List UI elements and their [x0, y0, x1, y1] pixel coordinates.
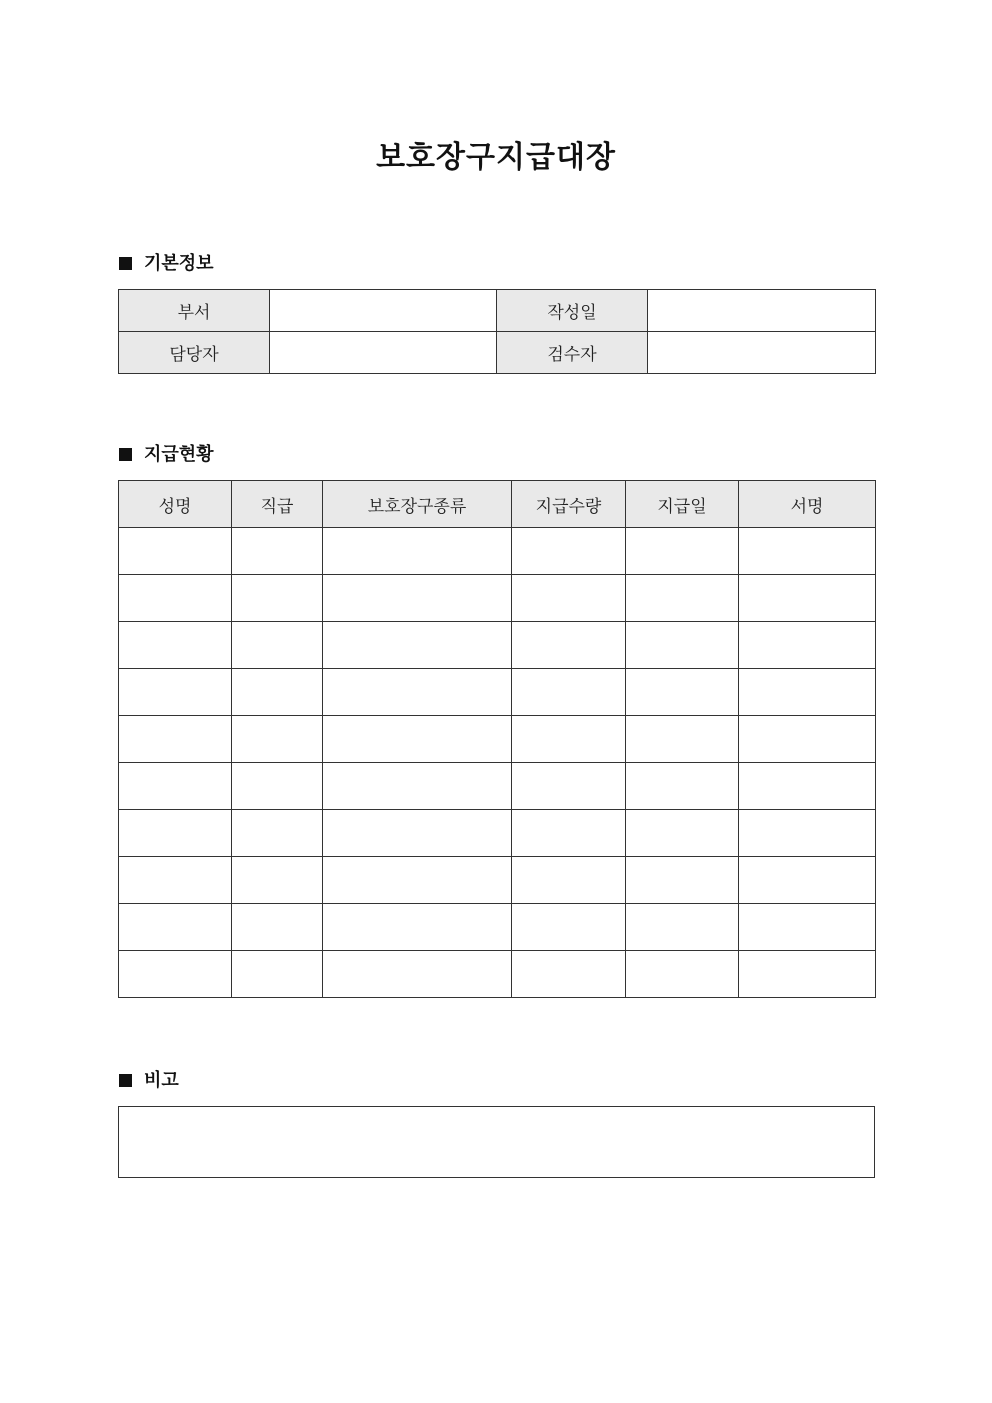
- table-row: [119, 669, 876, 716]
- name-cell[interactable]: [119, 951, 232, 998]
- table-row: [119, 951, 876, 998]
- department-field[interactable]: [270, 290, 497, 332]
- name-cell[interactable]: [119, 857, 232, 904]
- column-header-issue-date: 지급일: [626, 481, 739, 528]
- table-row: [119, 528, 876, 575]
- quantity-cell[interactable]: [512, 575, 626, 622]
- issue-date-cell[interactable]: [626, 904, 739, 951]
- issue-date-cell[interactable]: [626, 810, 739, 857]
- signature-cell[interactable]: [739, 857, 876, 904]
- issue-status-table: [118, 480, 876, 998]
- rank-cell[interactable]: [232, 951, 323, 998]
- quantity-cell[interactable]: [512, 904, 626, 951]
- column-header-equipment-type: 보호장구종류: [323, 481, 512, 528]
- name-cell[interactable]: [119, 716, 232, 763]
- issue-date-cell[interactable]: [626, 716, 739, 763]
- basic-info-row: [119, 290, 876, 332]
- quantity-cell[interactable]: [512, 622, 626, 669]
- basic-info-heading-label: 기본정보: [144, 253, 214, 274]
- department-label: 부서: [119, 290, 270, 332]
- date-written-label: 작성일: [497, 290, 648, 332]
- square-bullet-icon: [119, 1074, 132, 1087]
- name-cell[interactable]: [119, 669, 232, 716]
- remarks-heading-label: 비고: [144, 1070, 179, 1091]
- table-row: [119, 575, 876, 622]
- equipment-type-cell[interactable]: [323, 951, 512, 998]
- table-row: [119, 904, 876, 951]
- quantity-cell[interactable]: [512, 716, 626, 763]
- rank-cell[interactable]: [232, 669, 323, 716]
- signature-cell[interactable]: [739, 575, 876, 622]
- equipment-type-cell[interactable]: [323, 575, 512, 622]
- name-cell[interactable]: [119, 575, 232, 622]
- table-row: [119, 810, 876, 857]
- name-cell[interactable]: [119, 622, 232, 669]
- remarks-heading: [119, 1069, 179, 1093]
- equipment-type-cell[interactable]: [323, 669, 512, 716]
- quantity-cell[interactable]: [512, 951, 626, 998]
- rank-cell[interactable]: [232, 575, 323, 622]
- rank-cell[interactable]: [232, 810, 323, 857]
- signature-cell[interactable]: [739, 810, 876, 857]
- signature-cell[interactable]: [739, 622, 876, 669]
- signature-cell[interactable]: [739, 528, 876, 575]
- page-title: 보호장구지급대장: [376, 140, 616, 175]
- signature-cell[interactable]: [739, 763, 876, 810]
- column-header-name: 성명: [119, 481, 232, 528]
- issue-status-heading: [119, 443, 214, 467]
- rank-cell[interactable]: [232, 528, 323, 575]
- manager-label: 담당자: [119, 332, 270, 374]
- issue-date-cell[interactable]: [626, 763, 739, 810]
- signature-cell[interactable]: [739, 904, 876, 951]
- column-header-quantity: 지급수량: [512, 481, 626, 528]
- name-cell[interactable]: [119, 810, 232, 857]
- issue-header-row: [119, 481, 876, 528]
- issue-date-cell[interactable]: [626, 669, 739, 716]
- issue-date-cell[interactable]: [626, 528, 739, 575]
- issue-status-heading-label: 지급현황: [144, 444, 214, 465]
- date-written-field[interactable]: [648, 290, 876, 332]
- name-cell[interactable]: [119, 528, 232, 575]
- issue-date-cell[interactable]: [626, 575, 739, 622]
- rank-cell[interactable]: [232, 857, 323, 904]
- quantity-cell[interactable]: [512, 763, 626, 810]
- square-bullet-icon: [119, 257, 132, 270]
- manager-field[interactable]: [270, 332, 497, 374]
- rank-cell[interactable]: [232, 904, 323, 951]
- equipment-type-cell[interactable]: [323, 763, 512, 810]
- name-cell[interactable]: [119, 904, 232, 951]
- equipment-type-cell[interactable]: [323, 810, 512, 857]
- square-bullet-icon: [119, 448, 132, 461]
- signature-cell[interactable]: [739, 951, 876, 998]
- equipment-type-cell[interactable]: [323, 716, 512, 763]
- rank-cell[interactable]: [232, 763, 323, 810]
- quantity-cell[interactable]: [512, 810, 626, 857]
- basic-info-table: [118, 289, 876, 374]
- remarks-field[interactable]: [118, 1106, 875, 1178]
- inspector-field[interactable]: [648, 332, 876, 374]
- basic-info-row: [119, 332, 876, 374]
- equipment-type-cell[interactable]: [323, 528, 512, 575]
- quantity-cell[interactable]: [512, 857, 626, 904]
- inspector-label: 검수자: [497, 332, 648, 374]
- rank-cell[interactable]: [232, 622, 323, 669]
- issue-date-cell[interactable]: [626, 857, 739, 904]
- quantity-cell[interactable]: [512, 669, 626, 716]
- issue-date-cell[interactable]: [626, 622, 739, 669]
- equipment-type-cell[interactable]: [323, 904, 512, 951]
- quantity-cell[interactable]: [512, 528, 626, 575]
- equipment-type-cell[interactable]: [323, 857, 512, 904]
- table-row: [119, 716, 876, 763]
- equipment-type-cell[interactable]: [323, 622, 512, 669]
- table-row: [119, 857, 876, 904]
- basic-info-heading: [119, 252, 214, 276]
- table-row: [119, 763, 876, 810]
- table-row: [119, 622, 876, 669]
- issue-date-cell[interactable]: [626, 951, 739, 998]
- signature-cell[interactable]: [739, 669, 876, 716]
- column-header-rank: 직급: [232, 481, 323, 528]
- rank-cell[interactable]: [232, 716, 323, 763]
- column-header-signature: 서명: [739, 481, 876, 528]
- name-cell[interactable]: [119, 763, 232, 810]
- signature-cell[interactable]: [739, 716, 876, 763]
